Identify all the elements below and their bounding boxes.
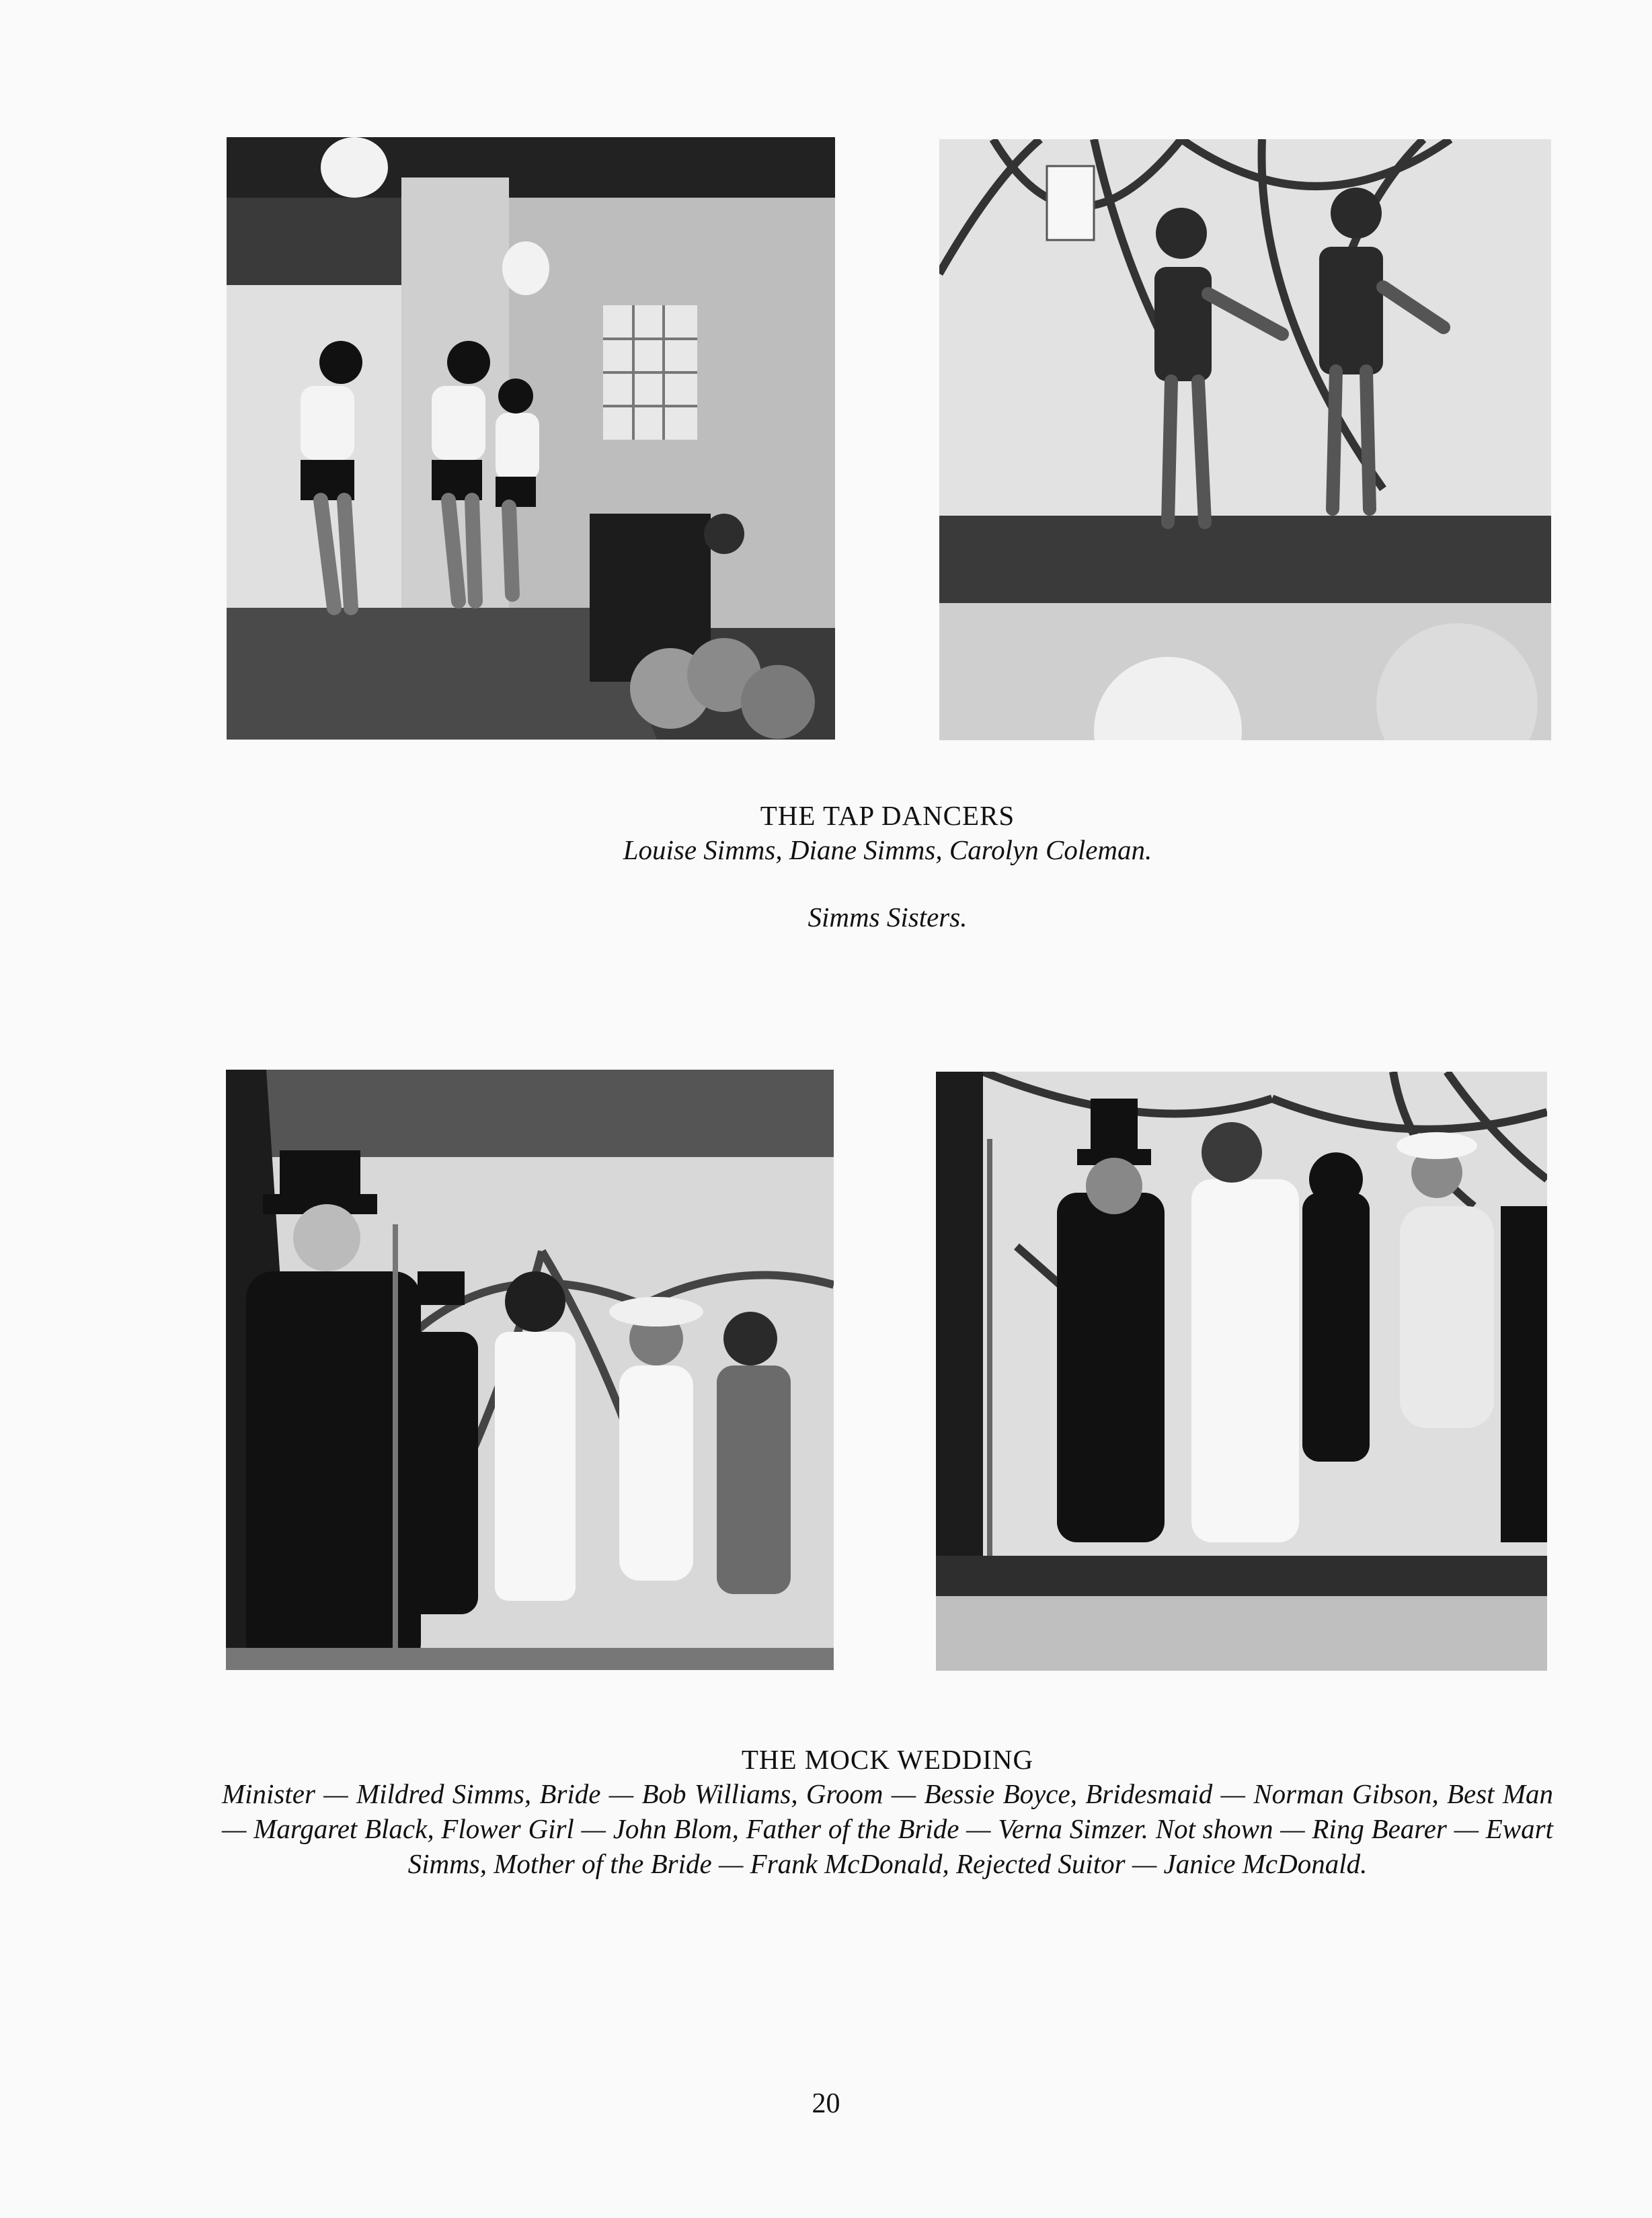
mock-wedding-title: THE MOCK WEDDING (741, 1744, 1034, 1775)
photo-tap-dancers-trio (227, 137, 835, 740)
tap-dancers-title: THE TAP DANCERS (760, 800, 1015, 831)
photo-tap-dancers-duo (939, 139, 1551, 740)
mock-wedding-names: Minister — Mildred Simms, Bride — Bob Williams, Groom — Bessie Boyce, Bridesmaid — Norman Gibson, Best Man — Margaret Black, Flower Girl — John Blom, Father of the Bride — Verna Simzer. Not shown — Ring Bearer — Ewart Simms, Mother of the Bride — Frank McDonald, Rejected Suitor — Janice McDonald. (222, 1778, 1553, 1879)
tap-dancers-subnote: Simms Sisters. (808, 902, 968, 933)
photo-mock-wedding-couple (936, 1072, 1547, 1671)
mock-wedding-caption (222, 1743, 1553, 1881)
tap-dancers-names: Louise Simms, Diane Simms, Carolyn Coleman. (623, 834, 1152, 865)
tap-dancers-caption (222, 799, 1553, 867)
page-number: 20 (812, 2088, 840, 2119)
photo-mock-wedding-minister (226, 1070, 834, 1670)
